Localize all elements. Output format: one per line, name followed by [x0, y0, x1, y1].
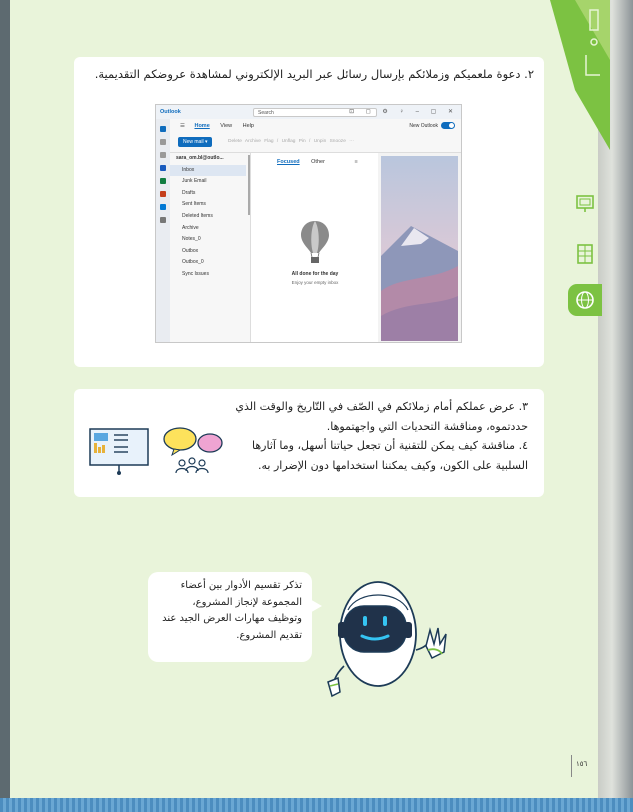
calendar-icon[interactable] [160, 139, 166, 145]
presentation-discussion-illustration [88, 421, 230, 479]
step2-card [74, 57, 544, 367]
step2-text: ٢. دعوة ملعميكم وزملائكم بإرسال رسائل عبر البريد الإلكتروني لمشاهدة عروضكم التقديمية. [94, 67, 534, 81]
spreadsheet-icon [574, 243, 596, 265]
excel-icon[interactable] [160, 178, 166, 184]
outlook-app-name: Outlook [160, 109, 181, 115]
folder-drafts[interactable]: Drafts [182, 189, 196, 196]
presentation-icon [574, 194, 596, 214]
hot-air-balloon-icon [299, 219, 331, 265]
new-outlook-toggle[interactable] [409, 122, 455, 129]
apps-icon[interactable] [160, 217, 166, 223]
folder-sent[interactable]: Sent Items [182, 201, 206, 208]
robot-mascot [318, 570, 468, 702]
account-name[interactable]: sara_om.bl@outlo... [176, 155, 224, 161]
folder-junk[interactable]: Junk Email [182, 178, 207, 185]
powerpoint-icon[interactable] [160, 191, 166, 197]
menu-home[interactable]: Home [194, 123, 210, 129]
new-mail-label: New mail [183, 139, 204, 145]
steps34-card [74, 389, 544, 497]
filter-icon[interactable]: ≡ [354, 159, 358, 165]
reading-pane-landscape-image [381, 156, 458, 341]
empty-inbox-subtitle: Enjoy your empty inbox [291, 280, 339, 285]
globe-icon [574, 289, 596, 311]
hamburger-icon[interactable]: ☰ [180, 123, 185, 129]
folder-notes[interactable]: Notes_0 [182, 236, 201, 243]
outlook-menu [180, 123, 263, 129]
folder-archive[interactable]: Archive [182, 224, 199, 231]
outlook-screenshot [155, 104, 462, 343]
window-controls[interactable]: ⊡ ◻ ⚙ ♀ – ▢ ✕ [349, 109, 458, 115]
toggle-switch[interactable] [441, 122, 455, 129]
side-tab-web-active[interactable] [568, 284, 602, 316]
steps-list [218, 397, 528, 475]
people-icon[interactable] [160, 152, 166, 158]
page-number: ١٥٦ [576, 760, 588, 768]
menu-view[interactable]: View [220, 123, 233, 129]
outlook-ribbon [170, 119, 462, 153]
inbox-tabs [277, 159, 358, 165]
folder-outbox-0[interactable]: Outbox_0 [182, 259, 204, 266]
toolbar-actions[interactable]: Delete Archive Flag / Unflag Pin / Unpin Snooze ··· [228, 139, 354, 144]
menu-help[interactable]: Help [242, 123, 254, 129]
empty-inbox-title: All done for the day [291, 271, 339, 277]
side-tab-spreadsheet[interactable] [568, 238, 602, 270]
new-outlook-label: New Outlook [409, 122, 438, 129]
corner-decoration [540, 0, 610, 150]
tip-bubble: تذكر تقسيم الأدوار بين أعضاء المجموعة لإنجاز المشروع، وتوظيف مهارات العرض الجيد عند تقديم المشروع. [148, 572, 312, 662]
step4-text: ٤. مناقشة كيف يمكن للتقنية أن تجعل حياتنا أسهل، وما آثارها السلبية على الكون، وكيف يمكننا استخدامها دون الإضرار به. [252, 439, 528, 472]
folder-sync-issues[interactable]: Sync Issues [182, 270, 209, 277]
step3-text: ٣. عرض عملكم أمام زملائكم في الصّف في التّاريخ والوقت الذي حددتموه، ومناقشة التحديات التي واجهتموها. [235, 400, 528, 433]
onedrive-icon[interactable] [160, 204, 166, 210]
mail-icon[interactable] [160, 126, 166, 132]
tab-other[interactable]: Other [311, 159, 325, 165]
page-number-divider [571, 755, 572, 777]
outlook-app-rail [156, 119, 170, 343]
folder-outbox[interactable]: Outbox [182, 247, 199, 254]
outlook-titlebar [156, 105, 462, 119]
folder-inbox[interactable]: Inbox [170, 165, 246, 177]
message-list [250, 153, 378, 343]
folder-pane [170, 153, 250, 343]
word-icon[interactable] [160, 165, 166, 171]
bottom-strip [0, 798, 633, 812]
outlook-search-input[interactable]: Search [253, 108, 377, 117]
folder-deleted[interactable]: Deleted Items [182, 212, 213, 219]
tab-focused[interactable]: Focused [277, 159, 300, 165]
new-mail-button[interactable]: New mail ▾ [178, 137, 212, 147]
side-tab-presentation[interactable] [568, 188, 602, 220]
